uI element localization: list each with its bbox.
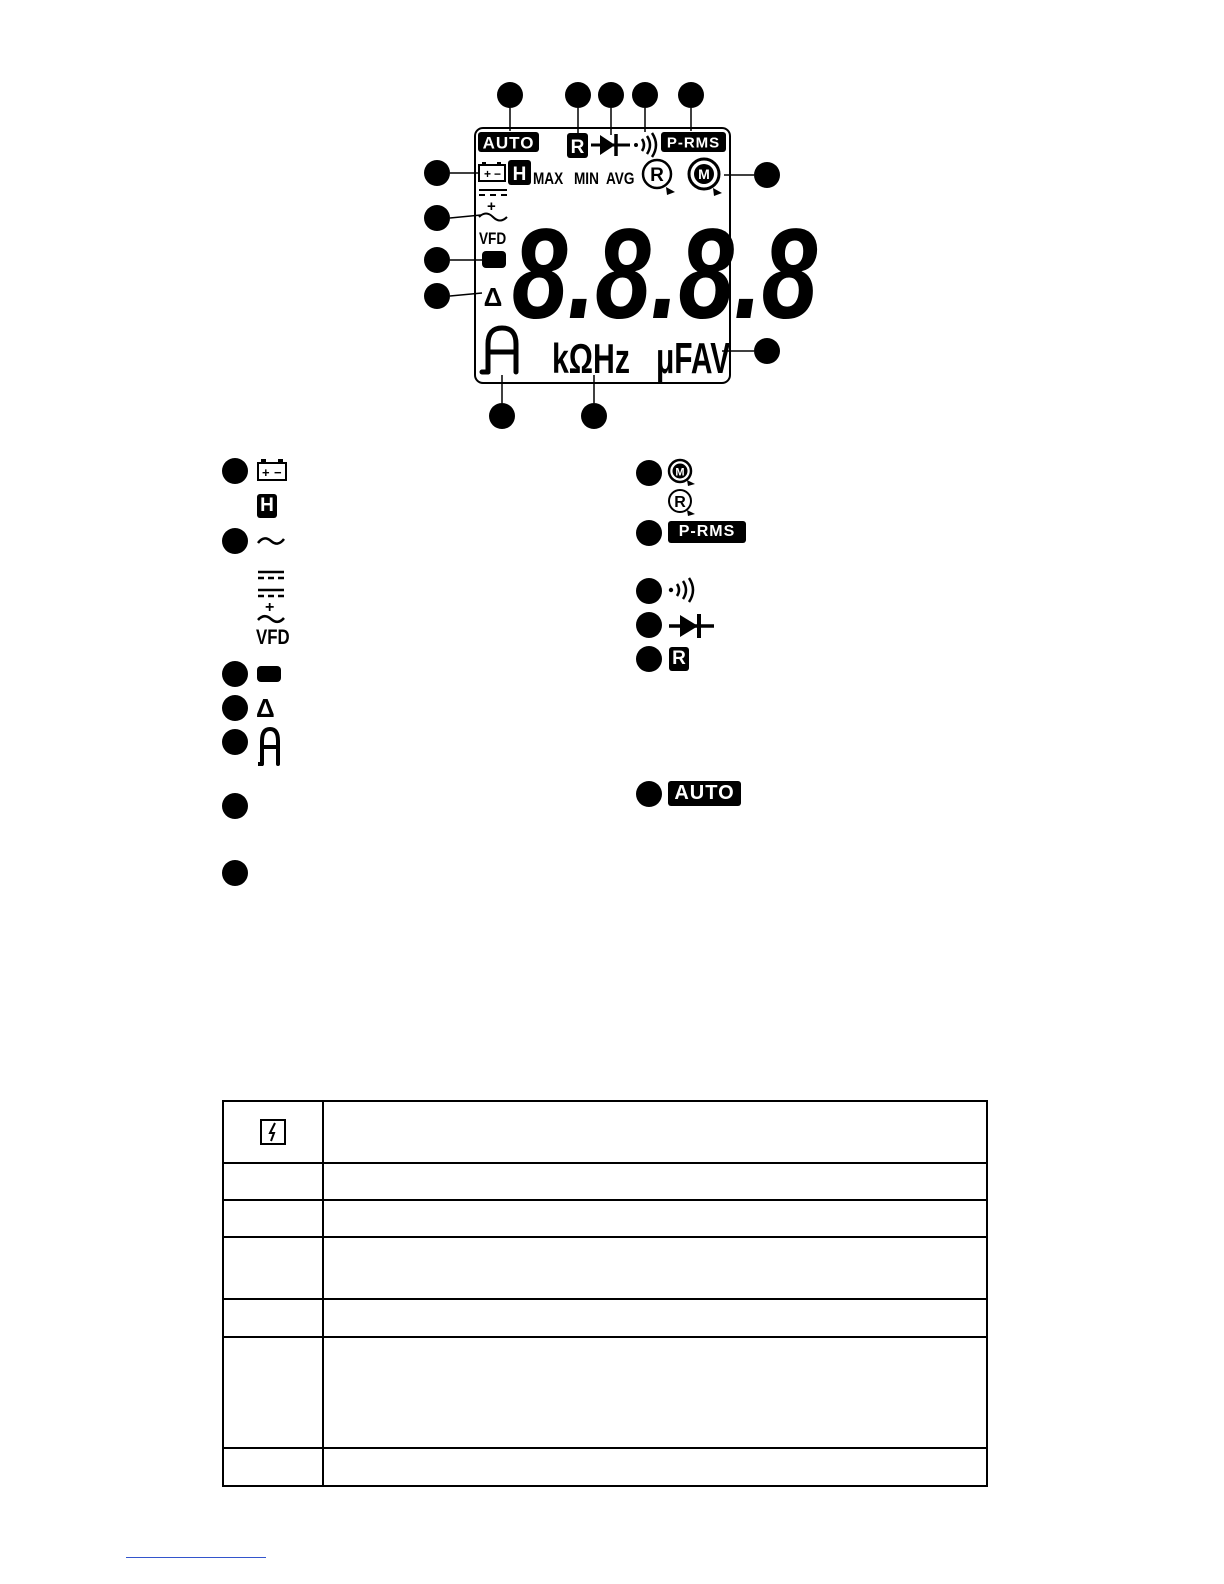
table-row: [223, 1101, 987, 1163]
lcd-lowpass-icon: [482, 251, 506, 268]
table-row: [223, 1299, 987, 1337]
legend-lowpass-icon: [257, 666, 281, 682]
legend-dot-clamp: [222, 729, 248, 755]
callout-dot-diode: [598, 82, 624, 108]
lcd-digits: 8.8.8.8: [511, 203, 818, 346]
svg-text:+: +: [487, 198, 496, 215]
callout-dot-prms: [678, 82, 704, 108]
lcd-m-circle-icon: [689, 159, 722, 196]
legend-auto-label: AUTO: [668, 781, 741, 806]
lcd-clamp-icon: [482, 328, 516, 372]
table-cell: [323, 1163, 987, 1200]
table-cell: [323, 1299, 987, 1337]
svg-text:M: M: [698, 166, 710, 182]
table-cell: [223, 1448, 323, 1486]
callout-dot-r: [565, 82, 591, 108]
lcd-diagram: [0, 0, 1224, 440]
legend-vfd-label: VFD: [256, 626, 290, 649]
lcd-prms: P-RMS: [666, 134, 721, 152]
lcd-avg: AVG: [606, 169, 635, 189]
table-cell: [323, 1237, 987, 1299]
callout-dot-auto: [497, 82, 523, 108]
table-cell: [323, 1337, 987, 1448]
legend-dot-memory: [636, 460, 662, 486]
lcd-battery-icon: [479, 162, 505, 181]
svg-text:−: −: [494, 167, 502, 181]
legend-delta-label: Δ: [256, 693, 275, 723]
legend-battery-icon: [256, 458, 288, 482]
table-row: [223, 1337, 987, 1448]
table-cell: [223, 1200, 323, 1237]
legend-dot-diode: [636, 612, 662, 638]
legend-ac-icon: [256, 532, 286, 550]
legend-r-circle-icon: [666, 488, 700, 516]
callout-dot-continuity: [632, 82, 658, 108]
table-cell: [223, 1299, 323, 1337]
table-cell: [223, 1237, 323, 1299]
table-cell: [323, 1200, 987, 1237]
legend-dot-prms: [636, 520, 662, 546]
lcd-max: MAX: [533, 169, 564, 189]
table-cell: [323, 1448, 987, 1486]
lcd-delta: Δ: [483, 282, 503, 312]
svg-text:M: M: [675, 466, 685, 479]
callout-dot-m: [754, 162, 780, 188]
legend-dot-units: [222, 860, 248, 886]
safety-info-table: [222, 1100, 988, 1487]
legend-dot-ac: [222, 528, 248, 554]
legend-dc-icon: [256, 568, 286, 584]
table-cell: [323, 1101, 987, 1163]
lightning-warning-icon: [259, 1118, 287, 1146]
table-row: [223, 1163, 987, 1200]
lcd-acdc-icon: [479, 190, 507, 221]
legend-dot-lowpass: [222, 661, 248, 687]
lcd-auto: AUTO: [482, 133, 535, 153]
legend-clamp-icon: [255, 726, 285, 768]
legend-diode-icon: [668, 612, 716, 640]
legend-prms-label: P-RMS: [668, 521, 746, 543]
footer-rule: [126, 1557, 266, 1558]
legend-dot-relative: [636, 646, 662, 672]
legend-dot-continuity: [636, 578, 662, 604]
callout-dot-lowpass: [424, 247, 450, 273]
table-row: [223, 1200, 987, 1237]
legend-m-circle-icon: [666, 458, 700, 486]
legend-r-box-label: R: [669, 647, 689, 671]
lcd-units-right: μFAV: [656, 333, 731, 383]
svg-text:+: +: [265, 599, 275, 616]
callout-dot-acdc: [424, 205, 450, 231]
callout-dot-delta: [424, 283, 450, 309]
lcd-diagram-svg: [0, 0, 1224, 440]
legend-dot-delta: [222, 695, 248, 721]
svg-text:R: R: [674, 494, 686, 511]
table-cell: [223, 1337, 323, 1448]
table-cell: [223, 1163, 323, 1200]
lcd-hold: H: [512, 164, 527, 185]
callout-dot-clamp: [489, 403, 515, 429]
lcd-r-circle-icon: [643, 160, 675, 195]
table-row: [223, 1448, 987, 1486]
legend-acdc-icon: [256, 586, 286, 626]
table-cell-warning-icon: [223, 1101, 323, 1163]
svg-text:R: R: [650, 165, 664, 186]
lcd-vfd: VFD: [479, 229, 507, 249]
callout-dot-units-mid: [581, 403, 607, 429]
lcd-continuity-icon: [634, 133, 656, 157]
svg-text:+: +: [484, 167, 492, 181]
svg-text:−: −: [274, 465, 282, 480]
legend-hold-label: H: [257, 494, 277, 518]
legend-dot-frequency: [222, 793, 248, 819]
lcd-diode-icon: [591, 134, 630, 156]
lcd-r-box: R: [570, 137, 585, 158]
lcd-units-mid: kΩHz: [552, 335, 630, 383]
lcd-min: MIN: [574, 169, 599, 189]
callout-dot-battery: [424, 160, 450, 186]
legend-continuity-icon: [666, 576, 700, 604]
svg-text:+: +: [262, 465, 270, 480]
legend-dot-auto: [636, 781, 662, 807]
legend-dot-battery: [222, 458, 248, 484]
table-row: [223, 1237, 987, 1299]
